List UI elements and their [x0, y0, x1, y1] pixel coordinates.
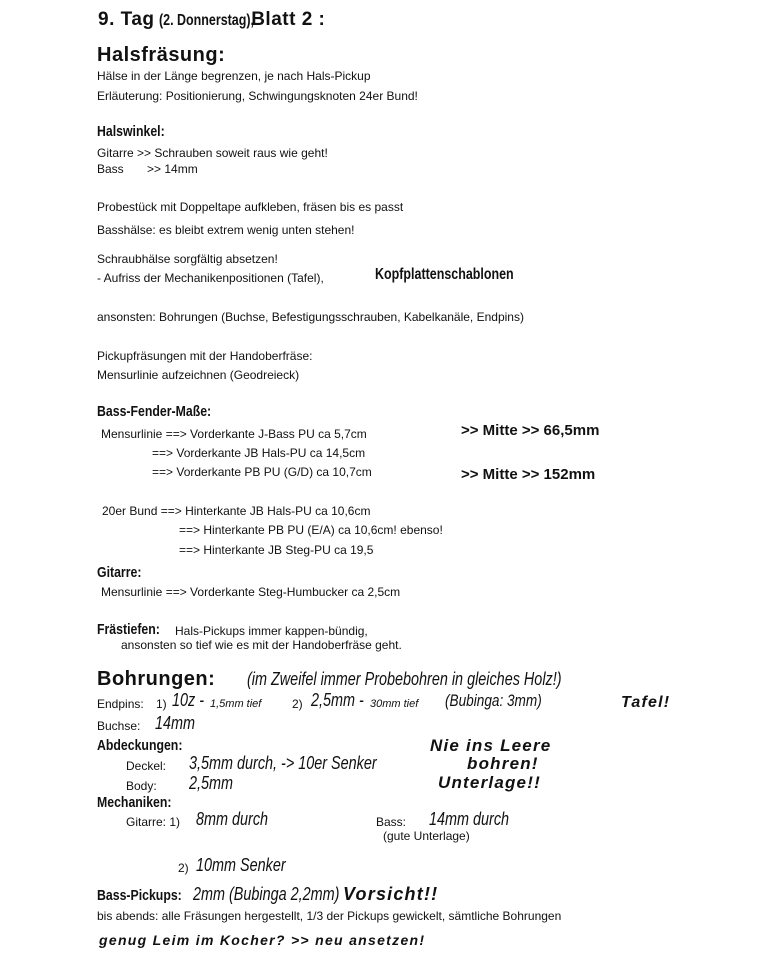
warning-line-1: Nie ins Leere: [430, 736, 552, 755]
schraubhaelse-kopfplatten: Kopfplattenschablonen: [375, 266, 514, 283]
bass-fender-row-2: ==> Vorderkante JB Hals-PU ca 14,5cm: [152, 446, 366, 460]
endpins-1-depth: 1,5mm tief: [210, 698, 262, 710]
endpins-1-value: 10z -: [172, 690, 205, 710]
header-sheet: Blatt 2 :: [251, 9, 326, 30]
mechaniken-2-num: 2): [178, 861, 189, 875]
section-title-gitarre: Gitarre:: [97, 564, 142, 581]
bass-fender-mitte-2: >> Mitte >> 152mm: [461, 466, 596, 483]
bass-fender-bund-3: ==> Hinterkante JB Steg-PU ca 19,5: [179, 543, 374, 557]
fraestiefen-line-1: Hals-Pickups immer kappen-bündig,: [175, 624, 368, 638]
halswinkel-gitarre: Gitarre >> Schrauben soweit raus wie geht!: [97, 146, 328, 160]
section-title-fraestiefen: Frästiefen:: [97, 621, 160, 638]
bohrungen-note: (im Zweifel immer Probebohren in gleiches Holz!): [247, 669, 562, 689]
endpins-2-num: 2): [292, 697, 303, 711]
deckel-value: 3,5mm durch, -> 10er Senker: [189, 753, 377, 773]
halsfraesung-line-2: Erläuterung: Positionierung, Schwingungsknoten 24er Bund!: [97, 89, 418, 103]
mechaniken-gitarre-value: 8mm durch: [196, 809, 269, 829]
body-label: Body:: [126, 779, 157, 793]
mechaniken-2-value: 10mm Senker: [196, 855, 286, 875]
endpins-2-value: 2,5mm -: [311, 690, 364, 710]
probestueck-line-1: Probestück mit Doppeltape aufkleben, fräsen bis es passt: [97, 200, 404, 214]
mechaniken-bass-note: (gute Unterlage): [383, 829, 470, 843]
bass-fender-row-3: ==> Vorderkante PB PU (G/D) ca 10,7cm: [152, 465, 372, 479]
buchse-value: 14mm: [155, 713, 196, 733]
mechaniken-bass-value: 14mm durch: [429, 809, 510, 829]
section-title-bohrungen: Bohrungen:: [97, 668, 216, 690]
probestueck-line-2: Basshälse: es bleibt extrem wenig unten stehen!: [97, 223, 355, 237]
endpins-label: Endpins:: [97, 697, 144, 711]
bass-pickups-title: Bass-Pickups:: [97, 887, 182, 904]
schraubhaelse-line-1: Schraubhälse sorgfältig absetzen!: [97, 252, 278, 266]
halswinkel-bass-label: Bass: [97, 162, 124, 176]
tafel-stamp: Tafel!: [621, 694, 671, 711]
mechaniken-bass-label: Bass:: [376, 815, 407, 829]
endpins-1-num: 1): [156, 697, 167, 711]
bass-pickups-value: 2mm (Bubinga 2,2mm): [193, 884, 340, 904]
page-header: [98, 9, 325, 31]
deckel-label: Deckel:: [126, 759, 167, 773]
section-title-bass-fender: Bass-Fender-Maße:: [97, 403, 212, 420]
bass-pickups-warning: Vorsicht!!: [343, 884, 439, 904]
endpins-2-depth: 30mm tief: [370, 698, 419, 710]
pickupfraesungen-line-2: Mensurlinie aufzeichnen (Geodreieck): [97, 368, 300, 382]
footer-line-1: bis abends: alle Fräsungen hergestellt, 1/3 der Pickups gewickelt, sämtliche Bohrungen: [97, 909, 562, 923]
bass-fender-mitte-1: >> Mitte >> 66,5mm: [461, 422, 600, 439]
body-value: 2,5mm: [189, 773, 234, 793]
bass-fender-row-1: Mensurlinie ==> Vorderkante J-Bass PU ca 5,7cm: [101, 427, 367, 441]
halsfraesung-line-1: Hälse in der Länge begrenzen, je nach Hals-Pickup: [97, 69, 371, 83]
warning-line-2: bohren!: [467, 754, 539, 773]
mechaniken-gitarre-label: Gitarre: 1): [126, 815, 181, 829]
header-paren: (2. Donnerstag),: [158, 12, 254, 29]
pickupfraesungen-line-1: Pickupfräsungen mit der Handoberfräse:: [97, 349, 313, 363]
schraubhaelse-line-2: - Aufriss der Mechanikenpositionen (Tafel),: [97, 271, 324, 285]
bass-fender-bund-1: 20er Bund ==> Hinterkante JB Hals-PU ca 10,6cm: [102, 504, 371, 518]
bass-fender-bund-2: ==> Hinterkante PB PU (E/A) ca 10,6cm! ebenso!: [179, 523, 443, 537]
section-title-halsfraesung: Halsfräsung:: [97, 44, 226, 66]
mechaniken-title: Mechaniken:: [97, 794, 172, 811]
ansonsten-line: ansonsten: Bohrungen (Buchse, Befestigungsschrauben, Kabelkanäle, Endpins): [97, 310, 524, 324]
warning-line-3: Unterlage!!: [438, 773, 541, 792]
footer-line-2: genug Leim im Kocher? >> neu ansetzen!: [99, 932, 426, 948]
abdeckungen-title: Abdeckungen:: [97, 737, 183, 754]
endpins-2-note: (Bubinga: 3mm): [445, 691, 542, 710]
fraestiefen-line-2: ansonsten so tief wie es mit der Handoberfräse geht.: [121, 638, 402, 652]
buchse-label: Buchse:: [97, 719, 141, 733]
halswinkel-bass-value: >> 14mm: [147, 162, 198, 176]
section-title-halswinkel: Halswinkel:: [97, 123, 165, 140]
gitarre-line: Mensurlinie ==> Vorderkante Steg-Humbucker ca 2,5cm: [101, 585, 401, 599]
header-day: 9. Tag: [98, 9, 155, 30]
